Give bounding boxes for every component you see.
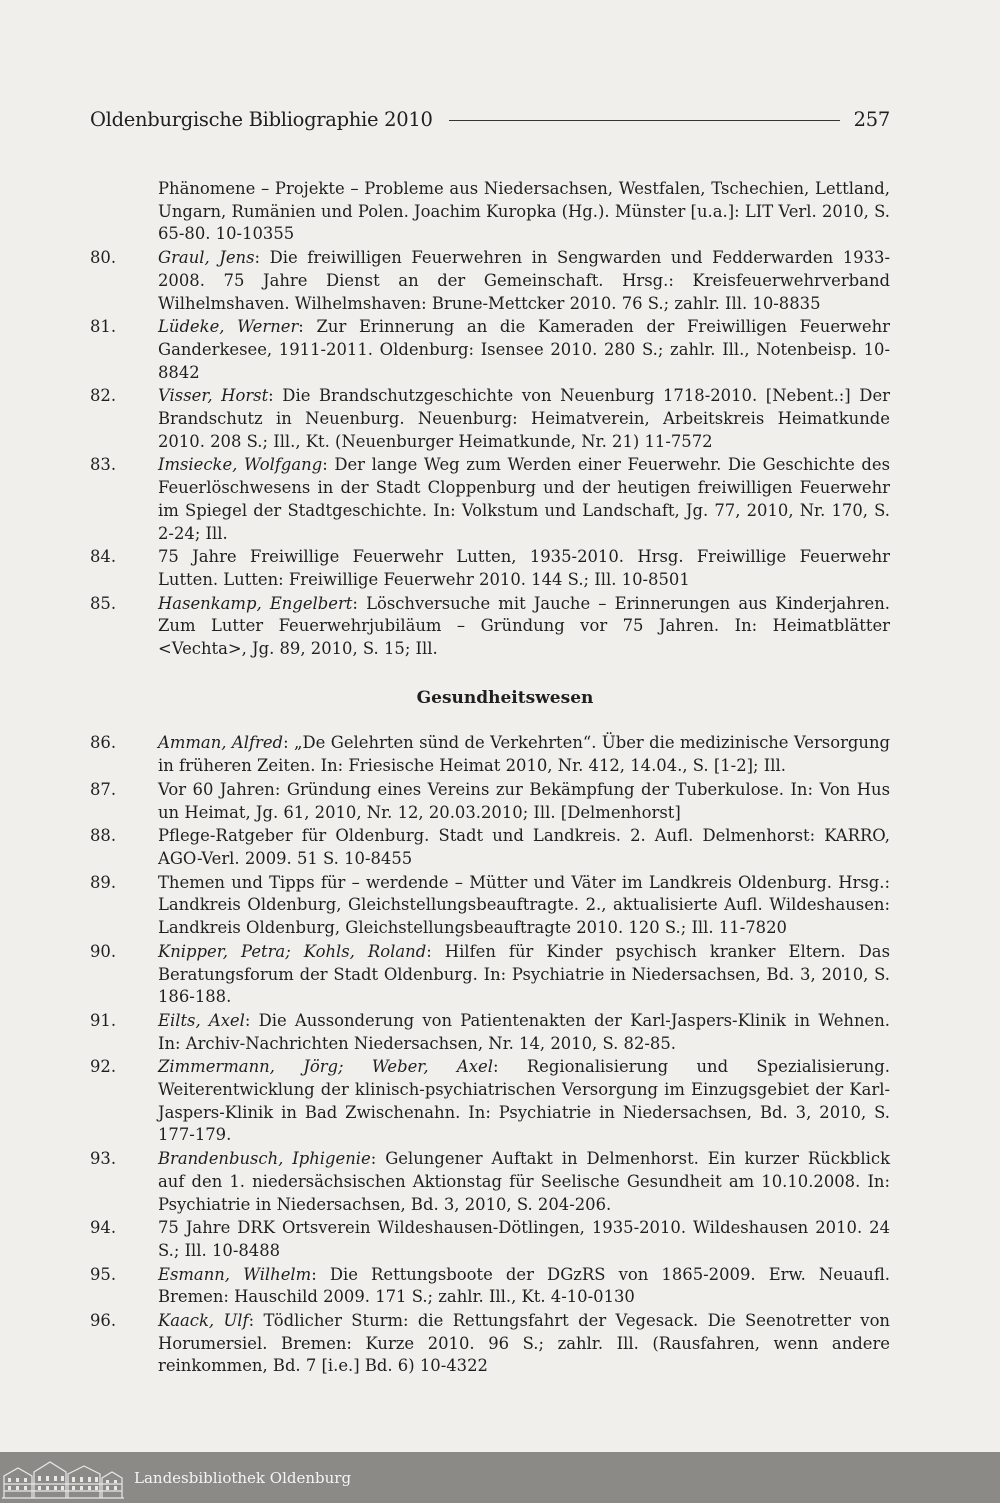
entry-description: : Die freiwilligen Feuerwehren in Sengwarden und Fedderwarden 1933-2008. 75 Jahre Dienst an der Gemeinschaft. Hrsg.: Kreisfeuerwehrverband Wilhelmshaven. Wilhelmshaven: Brune-Mettcker 2010. 76 S.; zahlr. Ill. 10-8835 [158,248,890,313]
bib-entry [90,385,890,453]
entry-text [158,1264,890,1309]
entry-description: : „De Gelehrten sünd de Verkehrten“. Über die medizinische Versorgung in früheren Zeiten. In: Friesische Heimat 2010, Nr. 412, 14.04., S. [1-2]; Ill. [158,733,891,776]
entry-number: 80. [90,248,117,268]
entry-number: 91. [90,1010,117,1030]
entry-description: : Tödlicher Sturm: die Rettungsfahrt der Vegesack. Die Seenotretter von Horumersiel. Bremen: Kurze 2010. 96 S.; zahlr. Ill. (Rausfahren, wenn andere reinkommen, Bd. 7 [i.e.] Bd. 6) 10-4322 [158,1311,890,1376]
entry-text [158,546,890,591]
bib-entry [90,454,890,545]
entry-text [158,1217,890,1262]
bib-entry [90,941,890,1009]
entry-author: Amman, Alfred [158,733,284,753]
entry-description: Pflege-Ratgeber für Oldenburg. Stadt und Landkreis. 2. Aufl. Delmenhorst: KARRO, AGO-Verl. 2009. 51 S. 10-8455 [158,826,890,868]
entry-author: Kaack, Ulf [158,1311,249,1331]
entry-description: Themen und Tipps für – werdende – Mütter und Väter im Landkreis Oldenburg. Hrsg.: Landkreis Oldenburg, Gleichstellungsbeauftragte. 2., aktualisierte Aufl. Wildeshausen: Landkreis Oldenburg, Gleichstellungsbeauftragte 2010. 120 S.; Ill. 11-7820 [158,872,890,938]
entry-text [158,779,890,824]
entry-number: 85. [90,593,117,613]
footer-bar [0,1452,1000,1503]
entry-author: Esmann, Wilhelm [158,1264,312,1284]
entry-description: : Die Rettungsboote der DGzRS von 1865-2009. Erw. Neuaufl. Bremen: Hauschild 2009. 171 S.; zahlr. Ill., Kt. 4-10-0130 [158,1264,890,1307]
entry-number: 90. [90,941,117,961]
bib-entry [90,316,890,384]
entry-number: 94. [90,1218,117,1238]
bib-entry [90,1217,890,1262]
entry-text [158,825,890,870]
entry-text [158,732,890,777]
bib-entry [90,779,890,824]
entry-description: : Hilfen für Kinder psychisch kranker Eltern. Das Beratungsforum der Stadt Oldenburg. In: Psychiatrie in Niedersachsen, Bd. 3, 2010, S. 186-188. [158,941,890,1007]
entry-author: Graul, Jens [158,248,255,268]
entry-description: : Gelungener Auftakt in Delmenhorst. Ein kurzer Rückblick auf den 1. niedersächsischen Aktionstag für Seelische Gesundheit am 10.10.2008. In: Psychiatrie in Niedersachsen, Bd. 3, 2010, S. 204-206. [158,1149,891,1214]
entry-author: Brandenbusch, Iphigenie [158,1149,371,1169]
entry-text [158,1148,890,1216]
section-title: Gesundheitswesen [416,687,594,708]
entry-number: 81. [90,317,117,337]
page-number: 257 [853,108,890,131]
entry-number: 88. [90,826,117,846]
bib-entry [90,1056,890,1147]
entry-description: : Die Aussonderung von Patientenakten der Karl-Jaspers-Klinik in Wehnen. In: Archiv-Nachrichten Niedersachsen, Nr. 14, 2010, S. 82-85. [158,1010,891,1053]
bib-entry [90,593,890,661]
bib-entry [90,546,890,591]
entry-description: : Der lange Weg zum Werden einer Feuerwehr. Die Geschichte des Feuerlöschwesens in der Stadt Cloppenburg und der heutigen freiwilligen Feuerwehr im Spiegel der Stadtgeschichte. In: Volkstum und Landschaft, Jg. 77, 2010, Nr. 170, S. 2-24; Ill. [158,455,890,543]
entry-description: 75 Jahre Freiwillige Feuerwehr Lutten, 1935-2010. Hrsg. Freiwillige Feuerwehr Lutten. Lutten: Freiwillige Feuerwehr 2010. 144 S.; Ill. 10-8501 [158,547,890,589]
entry-text [158,593,890,661]
entry-number: 86. [90,733,117,753]
entry-number: 92. [90,1057,117,1077]
header-rule [449,120,840,121]
entry-number: 96. [90,1311,117,1331]
bib-entry [90,872,890,940]
entry-author: Hasenkamp, Engelbert [158,593,353,613]
bib-entry [90,732,890,777]
entry-description: 75 Jahre DRK Ortsverein Wildeshausen-Dötlingen, 1935-2010. Wildeshausen 2010. 24 S.; Ill. 10-8488 [158,1218,890,1260]
entry-number: 84. [90,547,117,567]
entry-author: Lüdeke, Werner [158,317,299,337]
header-title: Oldenburgische Bibliographie 2010 [90,108,433,131]
entry-text [158,385,890,453]
library-building-icon [0,1454,126,1501]
bib-entry [90,1264,890,1309]
continuation-text: Phänomene – Projekte – Probleme aus Niedersachsen, Westfalen, Tschechien, Lettland, Ungarn, Rumänien und Polen. Joachim Kuropka (Hg.). Münster [u.a.]: LIT Verl. 2010, S. 65-80. 10-10355 [158,179,890,244]
entry-description: : Regionalisierung und Spezialisierung. Weiterentwicklung der klinisch-psychiatrischen Versorgung im Einzugsgebiet der Karl-Jaspers-Klinik in Bad Zwischenahn. In: Psychiatrie in Niedersachsen, Bd. 3, 2010, S. 177-179. [158,1057,890,1145]
entry-number: 95. [90,1264,117,1284]
entry-author: Visser, Horst [158,386,269,406]
entry-text [158,941,890,1009]
running-header [90,108,890,131]
bib-entry [90,825,890,870]
entry-list-fire [90,247,890,661]
entry-text [158,1010,890,1055]
entry-number: 87. [90,779,117,799]
bib-entry [90,247,890,315]
entry-number: 83. [90,455,117,475]
entry-number: 82. [90,386,117,406]
entry-number: 93. [90,1149,117,1169]
bibliography-body [90,178,890,1379]
entry-number: 89. [90,872,117,892]
entry-description: : Die Brandschutzgeschichte von Neuenburg 1718-2010. [Nebent.:] Der Brandschutz in Neuenburg. Neuenburg: Heimatverein, Arbeitskreis Heimatkunde 2010. 208 S.; Ill., Kt. (Neuenburger Heimatkunde, Nr. 21) 11-7572 [158,386,890,451]
library-name: Landesbibliothek Oldenburg [134,1468,352,1487]
bib-entry [90,1310,890,1378]
entry-description: : Löschversuche mit Jauche – Erinnerungen aus Kinderjahren. Zum Lutter Feuerwehrjubiläum – Gründung vor 75 Jahren. In: Heimatblätter <Vechta>, Jg. 89, 2010, S. 15; Ill. [158,593,890,659]
entry-author: Eilts, Axel [158,1010,245,1030]
entry-text [158,247,890,315]
entry-description: Vor 60 Jahren: Gründung eines Vereins zur Bekämpfung der Tuberkulose. In: Von Hus un Heimat, Jg. 61, 2010, Nr. 12, 20.03.2010; Ill. [Delmenhorst] [158,779,890,822]
entry-author: Zimmermann, Jörg; Weber, Axel [158,1057,493,1077]
entry-text [158,454,890,545]
entry-description: : Zur Erinnerung an die Kameraden der Freiwilligen Feuerwehr Ganderkesee, 1911-2011. Oldenburg: Isensee 2010. 280 S.; zahlr. Ill., Notenbeisp. 10-8842 [158,317,890,382]
entry-text [158,1056,890,1147]
bib-entry [90,1010,890,1055]
entry-author: Imsiecke, Wolfgang [158,455,323,475]
entry-text [158,1310,890,1378]
entry-list-health [90,732,890,1378]
entry-text [158,872,890,940]
bib-entry [90,1148,890,1216]
entry-author: Knipper, Petra; Kohls, Roland [158,941,427,961]
entry-text [158,316,890,384]
